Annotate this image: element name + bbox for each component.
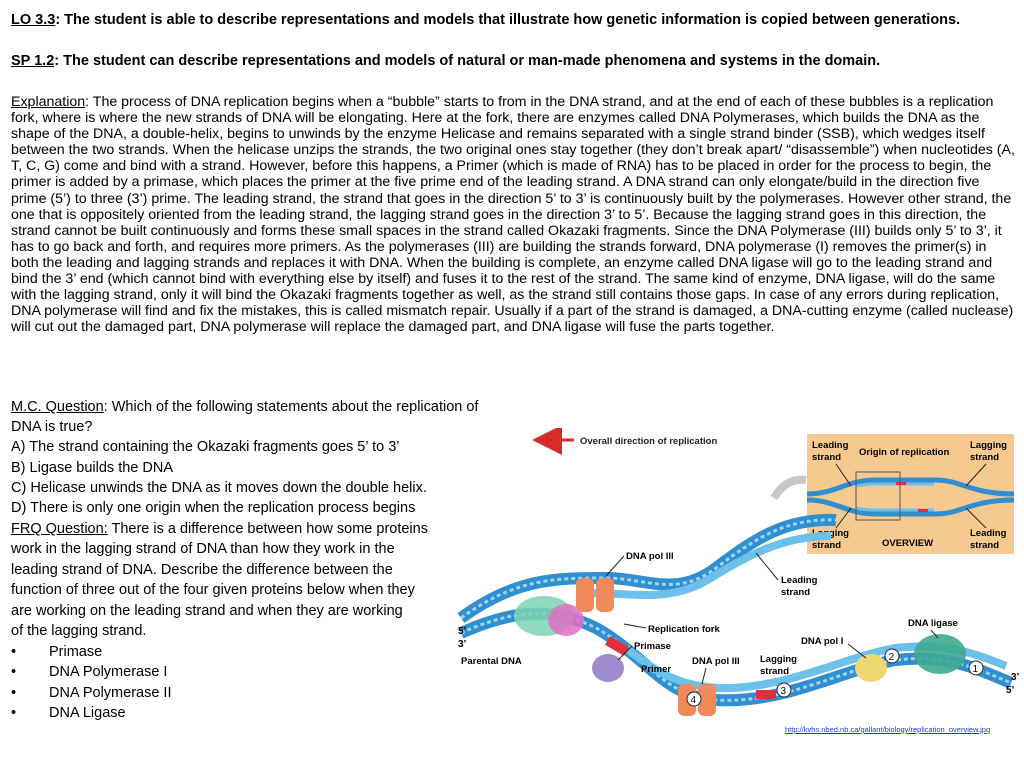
- replication-diagram: [456, 428, 1024, 728]
- sp-code: SP 1.2: [11, 53, 55, 69]
- dna-pol-iii-top-shape: [576, 578, 594, 612]
- label-primer: Primer: [641, 664, 672, 675]
- bullet-dot: •: [11, 684, 17, 701]
- list-item: [11, 703, 172, 723]
- overview-leading-br-2: strand: [970, 540, 1000, 551]
- mc-question: [11, 397, 511, 518]
- overview-leading-tl-1: Leading: [812, 440, 849, 451]
- step-1: 1: [972, 664, 979, 675]
- label-dna-pol-iii-top: DNA pol III: [626, 551, 674, 562]
- label-leading-strand-1: Leading: [781, 575, 818, 586]
- step-4: 4: [690, 695, 697, 706]
- mc-option-d: D) There is only one origin when the replication process begins: [11, 500, 416, 517]
- overview-leading-br-1: Leading: [970, 528, 1007, 539]
- dna-ligase-shape: [914, 634, 966, 674]
- mc-question-text: : Which of the following statements about the replication of DNA is true?: [11, 399, 479, 436]
- label-5prime-left: 5’: [458, 626, 467, 637]
- frq-line-1: [11, 519, 481, 539]
- step-2: 2: [888, 652, 895, 663]
- bullet-dot: •: [11, 705, 17, 722]
- bullet-text: DNA Polymerase I: [49, 664, 168, 681]
- leading-strand-helix: [461, 520, 836, 618]
- bullet-text: DNA Ligase: [49, 705, 126, 722]
- list-item: [11, 662, 172, 682]
- mc-label: M.C. Question: [11, 399, 104, 415]
- dna-pol-iii-top-shape-2: [596, 578, 614, 612]
- mc-option-b: B) Ligase builds the DNA: [11, 459, 173, 476]
- overview-origin: Origin of replication: [859, 447, 950, 458]
- label-dna-pol-i: DNA pol I: [801, 636, 844, 647]
- zoom-arrow: [774, 480, 806, 498]
- frq-text-1: There is a difference between how some proteins: [107, 521, 428, 537]
- overview-leading-tl-2: strand: [812, 452, 842, 463]
- frq-label: FRQ Question:: [11, 521, 108, 537]
- dna-pol-i-shape: [855, 654, 887, 682]
- label-5prime-right: 5’: [1006, 685, 1015, 696]
- explanation-paragraph: [11, 94, 1016, 335]
- list-item: [11, 642, 172, 662]
- overview-title: OVERVIEW: [882, 538, 934, 549]
- frq-line-6: of the lagging strand.: [11, 623, 147, 640]
- frq-question: [11, 519, 481, 641]
- list-item: [11, 683, 172, 703]
- frq-line-2: work in the lagging strand of DNA than how they work in the: [11, 541, 395, 558]
- label-3prime-right: 3’: [1011, 672, 1020, 683]
- protein-list: [11, 642, 172, 724]
- lo-text: : The student is able to describe representations and models that illustrate how genetic information is copied between generations.: [55, 12, 961, 28]
- frq-line-4: function of three out of the four given proteins below when they: [11, 582, 415, 599]
- overview-lagging-tr-1: Lagging: [970, 440, 1007, 451]
- overview-inset: [807, 434, 1014, 554]
- frq-line-3: leading strand of DNA. Describe the difference between the: [11, 561, 393, 578]
- label-lagging-strand-1: Lagging: [760, 654, 797, 665]
- label-primase: Primase: [634, 641, 671, 652]
- sp-text: : The student can describe representations and models of natural or man-made phenomena and systems in the domain.: [54, 53, 881, 69]
- mc-option-a: A) The strand containing the Okazaki fragments goes 5’ to 3’: [11, 439, 400, 456]
- overview-lagging-bl-1: Lagging: [812, 528, 849, 539]
- explanation-label: Explanation: [11, 94, 86, 110]
- label-replication-fork: Replication fork: [648, 624, 720, 635]
- label-parental-dna: Parental DNA: [461, 656, 522, 667]
- overview-lagging-bl-2: strand: [812, 540, 842, 551]
- mc-question-line: [11, 397, 511, 437]
- bullet-text: Primase: [49, 644, 103, 660]
- science-practice: [11, 53, 1016, 69]
- label-dna-pol-iii-bottom: DNA pol III: [692, 656, 740, 667]
- bullet-text: DNA Polymerase II: [49, 684, 172, 701]
- step-3: 3: [780, 686, 787, 697]
- label-leading-strand-2: strand: [781, 587, 811, 598]
- learning-objective: [11, 12, 1016, 28]
- overview-lagging-tr-2: strand: [970, 452, 1000, 463]
- bullet-dot: •: [11, 664, 17, 681]
- bullet-dot: •: [11, 644, 17, 660]
- image-source-link[interactable]: http://kvhs.nbed.nb.ca/gallant/biology/replication_overview.jpg: [785, 725, 991, 734]
- label-dna-ligase: DNA ligase: [908, 618, 958, 629]
- frq-line-5: are working on the leading strand and when they are working: [11, 602, 403, 619]
- mc-option-c: C) Helicase unwinds the DNA as it moves down the double helix.: [11, 479, 427, 496]
- explanation-text: : The process of DNA replication begins when a “bubble” starts to from in the DNA strand, and at the end of each of these bubbles is a replication fork, where is where the new strands of DNA will be elongating. Here at the fork, there are enzymes called DNA Polymerases, which builds the DNA as the shape of the DNA, a double-helix, begins to unwinds by the enzyme Helicase and remains separated with a single strand binder (SSB), which wedges itself between the two strands. When the helicase unzips the strands, the two original ones stay together (they don’t break apart/ “disassemble”) when nucleotides (A, T, C, G) come and bind with a strand. However, before this happens, a Primer (which is made of RNA) has to be placed in order for the process to begin, the primer is added by a primase, which places the primer at the five prime end of the leading strand. A DNA strand can only elongate/build in the direction five prime (5’) to three (3’) prime. The leading strand, the strand that goes in the direction 5’ to 3’ is continuously built by the polymerases. However other strand, the one that is oppositely oriented from the leading strand, the lagging strand goes in the direction 3’ to 5’. Because the lagging strand goes in this direction, the strand cannot be built continuously and forms these small spaces in the strand called Okazaki fragments. Since the DNA Polymerase (III) builds only 5’ to 3’, it has to go back and forth, and requires more primers. As the polymerases (III) are building the strands forward, DNA polymerase (I) removes the primer(s) in both the leading and lagging strands and replaces it with DNA. When the building is complete, an enzyme called DNA ligase will go to the leading strand and bind the 3’ end (which cannot bind with everything else by itself) and fuses it to the rest of the strand. The same kind of enzyme, DNA ligase, will do the same with the lagging strand, only it will bind the Okazaki fragments together as well, as the strand still contains those gaps. In case of any errors during replication, DNA polymerase will find and fix the mistakes, this is called mismatch repair. Usually if a part of the strand is damaged, a DNA-cutting enzyme (called nuclease) will cut out the damaged part, DNA polymerase will replace the damaged part, and DNA ligase will fuse the parts together.: [11, 94, 1015, 336]
- label-lagging-strand-2: strand: [760, 666, 790, 677]
- label-3prime-left: 3’: [458, 639, 467, 650]
- direction-label: Overall direction of replication: [580, 436, 718, 447]
- lo-code: LO 3.3: [11, 12, 56, 28]
